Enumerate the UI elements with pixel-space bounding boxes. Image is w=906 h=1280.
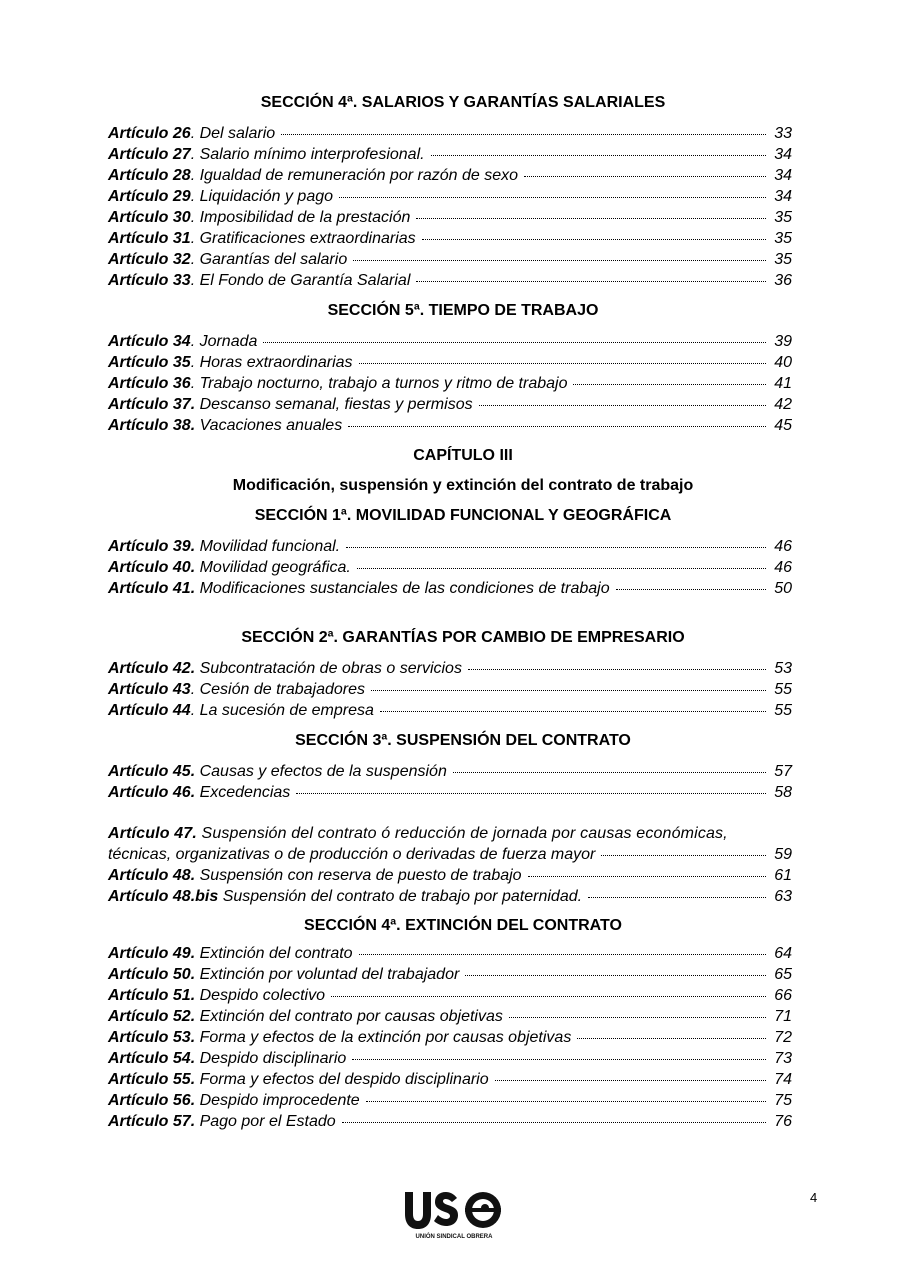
article-number: Artículo 29 [108, 188, 191, 205]
dot-leader [339, 197, 766, 198]
entry-label [108, 1027, 571, 1048]
toc-entry[interactable] [108, 1111, 792, 1132]
article-number: Artículo 54. [108, 1050, 196, 1067]
article-title: Despido disciplinario [195, 1050, 347, 1067]
article-number: Artículo 31 [108, 230, 191, 247]
section-heading: SECCIÓN 2ª. GARANTÍAS POR CAMBIO DE EMPRESARIO [241, 629, 685, 646]
entry-label [108, 865, 522, 886]
page-ref: 45 [774, 417, 792, 434]
article-title: Pago por el Estado [195, 1113, 336, 1130]
page-ref: 42 [774, 396, 792, 413]
entry-label [108, 658, 462, 679]
page-ref: 58 [774, 784, 792, 801]
dot-leader [453, 772, 766, 773]
article-title: Extinción del contrato [195, 945, 353, 962]
section-heading: SECCIÓN 4ª. SALARIOS Y GARANTÍAS SALARIALES [260, 94, 666, 111]
entry-label [108, 373, 567, 394]
entry-label [108, 943, 353, 964]
toc-entry[interactable] [108, 964, 792, 985]
article-title: . El Fondo de Garantía Salarial [190, 272, 411, 289]
toc-entry[interactable] [108, 700, 792, 721]
entry-line [108, 823, 818, 844]
entry-label [108, 1090, 360, 1111]
page-ref: 53 [774, 660, 792, 677]
dot-leader [416, 281, 766, 282]
article-title: Extinción del contrato por causas objetivas [195, 1008, 503, 1025]
section-entries [108, 331, 792, 436]
page-ref: 61 [774, 867, 792, 884]
dot-leader [352, 1059, 766, 1060]
entry-label [108, 578, 610, 599]
toc-entry[interactable] [108, 144, 792, 165]
dot-leader [573, 384, 766, 385]
entry-label [108, 1048, 346, 1069]
article-number: Artículo 33 [108, 272, 191, 289]
article-number: Artículo 36 [108, 375, 191, 392]
entry-label [108, 186, 333, 207]
page-ref: 34 [774, 167, 792, 184]
article-title: Subcontratación de obras o servicios [195, 660, 462, 677]
article-number: Artículo 55. [108, 1071, 196, 1088]
page-ref: 73 [774, 1050, 792, 1067]
entry-label [108, 557, 351, 578]
entry-label [108, 352, 353, 373]
toc-entry[interactable] [108, 352, 792, 373]
page-ref: 35 [774, 230, 792, 247]
page-ref: 55 [774, 681, 792, 698]
page-ref: 35 [774, 209, 792, 226]
toc-entry[interactable] [108, 331, 792, 352]
article-title: . Liquidación y pago [190, 188, 334, 205]
entry-label [108, 679, 365, 700]
page-ref: 35 [774, 251, 792, 268]
page-ref: 71 [774, 1008, 792, 1025]
section-entries [108, 536, 792, 599]
article-number: Artículo 44 [108, 702, 191, 719]
entry-line [108, 844, 792, 865]
article-title: Extinción por voluntad del trabajador [195, 966, 460, 983]
article-title: Suspensión con reserva de puesto de trabajo [195, 867, 522, 884]
page-ref: 34 [774, 146, 792, 163]
page-ref: 34 [774, 188, 792, 205]
article-title: Forma y efectos del despido disciplinario [195, 1071, 489, 1088]
article-title: . Horas extraordinarias [190, 354, 353, 371]
article-title: . Jornada [190, 333, 258, 350]
page-ref: 55 [774, 702, 792, 719]
entry-label [108, 782, 290, 803]
page-ref: 33 [774, 125, 792, 142]
page-ref: 75 [774, 1092, 792, 1109]
toc-entry[interactable] [108, 228, 792, 249]
article-number: Artículo 57. [108, 1113, 196, 1130]
dot-leader [524, 176, 766, 177]
page-ref: 46 [774, 559, 792, 576]
toc-entry[interactable] [108, 270, 792, 291]
article-title: . La sucesión de empresa [190, 702, 374, 719]
page-ref: 40 [774, 354, 792, 371]
section-entries [108, 823, 792, 907]
dot-leader [509, 1017, 766, 1018]
article-number: Artículo 49. [108, 945, 196, 962]
page-ref: 57 [774, 763, 792, 780]
dot-leader [431, 155, 766, 156]
article-title: Suspensión del contrato de trabajo por paternidad. [218, 888, 583, 905]
page-ref: 63 [774, 888, 792, 905]
section-heading: SECCIÓN 4ª. EXTINCIÓN DEL CONTRATO [304, 917, 622, 934]
page-number: 4 [810, 1190, 818, 1205]
dot-leader [416, 218, 766, 219]
toc-entry[interactable] [108, 415, 792, 436]
article-title: . Imposibilidad de la prestación [190, 209, 411, 226]
section-heading: Modificación, suspensión y extinción del contrato de trabajo [232, 477, 694, 494]
article-title: . Garantías del salario [190, 251, 348, 268]
toc-entry[interactable] [108, 207, 792, 228]
article-number: Artículo 30 [108, 209, 191, 226]
article-number: Artículo 26 [108, 125, 191, 142]
toc-entry[interactable] [108, 985, 792, 1006]
article-title: . Igualdad de remuneración por razón de sexo [190, 167, 519, 184]
article-number: Artículo 50. [108, 966, 196, 983]
article-number: Artículo 56. [108, 1092, 196, 1109]
section-entries [108, 123, 792, 291]
dot-leader [479, 405, 766, 406]
dot-leader [296, 793, 766, 794]
toc-entry[interactable] [108, 394, 792, 415]
article-title: Excedencias [195, 784, 291, 801]
dot-leader [371, 690, 766, 691]
article-number: Artículo 48.bis [108, 888, 219, 905]
article-number: Artículo 41. [108, 580, 196, 597]
article-number: Artículo 38. [108, 417, 196, 434]
entry-label [108, 761, 447, 782]
dot-leader [348, 426, 766, 427]
article-title: Modificaciones sustanciales de las condiciones de trabajo [195, 580, 610, 597]
article-number: Artículo 34 [108, 333, 191, 350]
entry-label [108, 1111, 336, 1132]
article-number: Artículo 47. [108, 825, 197, 842]
section-heading: CAPÍTULO III [413, 447, 513, 464]
article-title: . Del salario [190, 125, 276, 142]
entry-label [108, 123, 275, 144]
article-number: Artículo 37. [108, 396, 196, 413]
article-number: Artículo 39. [108, 538, 196, 555]
toc-entry[interactable] [108, 249, 792, 270]
toc-entry[interactable] [108, 578, 792, 599]
article-title: Causas y efectos de la suspensión [195, 763, 447, 780]
entry-label [108, 270, 410, 291]
dot-leader [495, 1080, 766, 1081]
toc-entry[interactable] [108, 536, 792, 557]
dot-leader [588, 897, 766, 898]
entry-label [108, 964, 459, 985]
article-number: Artículo 42. [108, 660, 196, 677]
page-ref: 36 [774, 272, 792, 289]
toc-entry[interactable] [108, 886, 792, 907]
dot-leader [359, 954, 766, 955]
entry-label [108, 249, 347, 270]
page-ref: 72 [774, 1029, 792, 1046]
dot-leader [263, 342, 766, 343]
toc-entry[interactable] [108, 679, 792, 700]
toc-entry[interactable] [108, 1048, 792, 1069]
entry-label [108, 700, 374, 721]
dot-leader [601, 855, 766, 856]
toc-entry[interactable] [108, 1027, 792, 1048]
entry-label [108, 536, 340, 557]
article-number: Artículo 32 [108, 251, 191, 268]
dot-leader [281, 134, 766, 135]
article-title: . Cesión de trabajadores [190, 681, 366, 698]
dot-leader [380, 711, 766, 712]
article-title: Movilidad funcional. [195, 538, 341, 555]
section-heading: SECCIÓN 3ª. SUSPENSIÓN DEL CONTRATO [295, 732, 631, 749]
page-ref: 76 [774, 1113, 792, 1130]
dot-leader [468, 669, 766, 670]
article-title: . Trabajo nocturno, trabajo a turnos y ritmo de trabajo [190, 375, 568, 392]
page-ref: 46 [774, 538, 792, 555]
entry-label [108, 144, 425, 165]
toc-entry[interactable] [108, 557, 792, 578]
dot-leader [528, 876, 766, 877]
page-ref: 50 [774, 580, 792, 597]
toc-entry-wrapped[interactable] [108, 823, 818, 865]
toc-entry[interactable] [108, 658, 792, 679]
article-title: Vacaciones anuales [195, 417, 343, 434]
article-title: Movilidad geográfica. [195, 559, 351, 576]
dot-leader [366, 1101, 766, 1102]
dot-leader [359, 363, 766, 364]
dot-leader [342, 1122, 766, 1123]
toc-entry[interactable] [108, 1006, 792, 1027]
article-number: Artículo 52. [108, 1008, 196, 1025]
page-ref: 41 [774, 375, 792, 392]
entry-label [108, 165, 518, 186]
entry-label [108, 1006, 503, 1027]
section-entries [108, 943, 792, 1132]
page-ref: 59 [774, 846, 792, 863]
toc-entry[interactable] [108, 865, 792, 886]
page-ref: 64 [774, 945, 792, 962]
article-number: Artículo 40. [108, 559, 196, 576]
dot-leader [465, 975, 766, 976]
dot-leader [357, 568, 766, 569]
article-title: . Gratificaciones extraordinarias [190, 230, 416, 247]
dot-leader [346, 547, 766, 548]
entry-label [108, 415, 342, 436]
article-title: Descanso semanal, fiestas y permisos [195, 396, 473, 413]
toc-entry[interactable] [108, 943, 792, 964]
entry-label [108, 886, 582, 907]
toc-entry[interactable] [108, 123, 792, 144]
toc-entry[interactable] [108, 1090, 792, 1111]
article-number: Artículo 51. [108, 987, 196, 1004]
toc-entry[interactable] [108, 165, 792, 186]
article-number: Artículo 46. [108, 784, 196, 801]
page-ref: 74 [774, 1071, 792, 1088]
section-entries [108, 658, 792, 721]
dot-leader [577, 1038, 766, 1039]
article-number: Artículo 35 [108, 354, 191, 371]
section-heading: SECCIÓN 1ª. MOVILIDAD FUNCIONAL Y GEOGRÁFICA [254, 507, 672, 524]
section-heading: SECCIÓN 5ª. TIEMPO DE TRABAJO [327, 302, 599, 319]
article-title: Despido colectivo [195, 987, 325, 1004]
toc-entry[interactable] [108, 761, 792, 782]
entry-label [108, 985, 325, 1006]
toc-entry[interactable] [108, 373, 792, 394]
toc-entry[interactable] [108, 1069, 792, 1090]
article-number: Artículo 48. [108, 867, 196, 884]
article-number: Artículo 27 [108, 146, 191, 163]
toc-entry[interactable] [108, 186, 792, 207]
section-entries [108, 761, 792, 803]
article-title: Suspensión del contrato ó reducción de jornada por causas económicas, [196, 825, 728, 842]
article-title: técnicas, organizativas o de producción o derivadas de fuerza mayor [108, 846, 596, 863]
article-number: Artículo 53. [108, 1029, 196, 1046]
article-title: Forma y efectos de la extinción por causas objetivas [195, 1029, 572, 1046]
article-title: . Salario mínimo interprofesional. [190, 146, 425, 163]
svg-text:UNIÓN SINDICAL OBRERA: UNIÓN SINDICAL OBRERA [415, 1234, 493, 1240]
entry-label [108, 331, 257, 352]
toc-entry[interactable] [108, 782, 792, 803]
dot-leader [616, 589, 766, 590]
entry-label [108, 394, 473, 415]
uso-logo [403, 1190, 505, 1240]
entry-label [108, 207, 410, 228]
article-number: Artículo 43 [108, 681, 191, 698]
dot-leader [353, 260, 766, 261]
article-title: Despido improcedente [195, 1092, 360, 1109]
page-ref: 39 [774, 333, 792, 350]
dot-leader [422, 239, 766, 240]
article-number: Artículo 28 [108, 167, 191, 184]
page-ref: 66 [774, 987, 792, 1004]
dot-leader [331, 996, 766, 997]
entry-label [108, 1069, 489, 1090]
entry-label [108, 228, 416, 249]
article-number: Artículo 45. [108, 763, 196, 780]
page-ref: 65 [774, 966, 792, 983]
